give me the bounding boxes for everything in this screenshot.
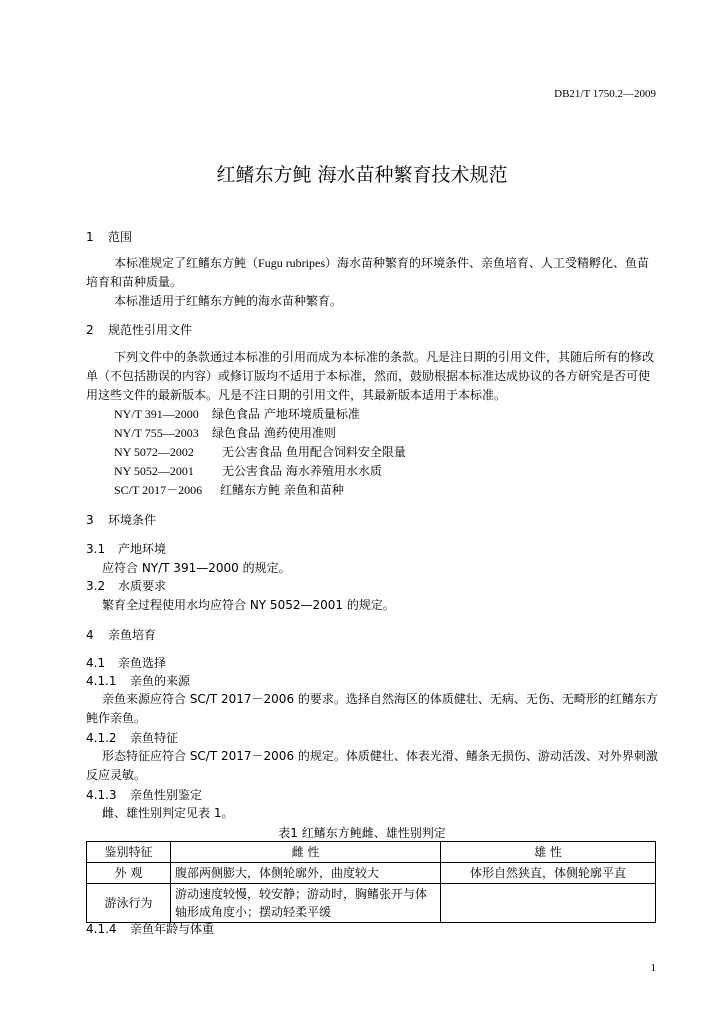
table-cell: 腹部两侧膨大，体侧轮廓外，曲度较大	[171, 863, 441, 884]
subsection-title: 亲鱼的来源	[130, 674, 191, 688]
table-cell: 体形自然狭直，体侧轮廓平直	[441, 863, 656, 884]
section-title: 亲鱼培育	[108, 628, 157, 642]
reference-title: 无公害食品 鱼用配合饲料安全限量	[222, 445, 406, 459]
section-title: 范围	[108, 230, 133, 244]
subsection-number: 4.1.1	[86, 674, 117, 688]
reference-title: 绿色食品 渔药使用准则	[212, 426, 336, 440]
subsection-4-1-1-text: 亲鱼来源应符合 SC/T 2017－2006 的要求。选择自然海区的体质健壮、无病、无伤、无畸形的红鳍东方鲀作亲鱼。	[86, 692, 658, 725]
section-4-heading	[86, 626, 156, 643]
reference-item	[114, 405, 360, 422]
reference-code: SC/T 2017－2006	[114, 483, 203, 497]
subsection-number: 4.1	[86, 656, 106, 670]
subsection-number: 4.1.3	[86, 788, 117, 802]
reference-item	[114, 443, 406, 460]
section-3-heading	[86, 511, 156, 528]
reference-code: NY 5052—2001	[114, 464, 194, 478]
text-run: 本标准规定了红鳍东方鲀（	[114, 256, 259, 270]
table-caption: 表1 红鳍东方鲀雌、雄性别判定	[278, 826, 446, 840]
table-header-cell: 雌 性	[171, 842, 441, 863]
subsection-3-2-text: 繁育全过程使用水均应符合 NY 5052—2001 的规定。	[102, 598, 395, 612]
page-number: 1	[650, 962, 656, 974]
section-title: 规范性引用文件	[108, 323, 193, 337]
subsection-title: 亲鱼选择	[118, 656, 167, 670]
subsection-title: 亲鱼特征	[130, 731, 179, 745]
reference-item	[114, 462, 382, 479]
section-number: 2	[86, 323, 94, 337]
sex-identification-table	[86, 841, 656, 923]
subsection-3-1-heading	[86, 540, 166, 557]
reference-code: NY/T 391—2000	[114, 407, 199, 421]
section-number: 3	[86, 513, 94, 527]
subsection-number: 3.1	[86, 542, 106, 556]
table-header-cell: 鉴别特征	[87, 842, 171, 863]
reference-item	[114, 424, 336, 441]
table-cell	[441, 884, 656, 923]
standard-number: DB21/T 1750.2—2009	[554, 88, 656, 100]
latin-name: Fugu rubripes	[258, 256, 326, 270]
section-2-heading	[86, 321, 192, 338]
subsection-4-1-2-text: 形态特征应符合 SC/T 2017－2006 的规定。体质健壮、体表光滑、鳍条无损伤、游动活泼、对外界刺激反应灵敏。	[86, 749, 658, 782]
section-2-paragraph: 下列文件中的条款通过本标准的引用而成为本标准的条款。凡是注日期的引用文件，其随后所有的修改单（不包括勘误的内容）或修订版均不适用于本标准，然而，鼓励根据本标准达成协议的各方研究是否可使用这些文件的最新版本。凡是不注日期的引用文件，其最新版本适用于本标准。	[86, 350, 655, 402]
section-title: 环境条件	[108, 513, 157, 527]
subsection-number: 3.2	[86, 579, 106, 593]
reference-title: 红鳍东方鲀 亲鱼和苗种	[220, 483, 344, 497]
section-1-heading	[86, 228, 132, 245]
table-header-cell: 雄 性	[441, 842, 656, 863]
reference-title: 绿色食品 产地环境质量标准	[212, 407, 360, 421]
subsection-4-1-1-heading	[86, 672, 190, 689]
subsection-title: 亲鱼性别鉴定	[130, 788, 203, 802]
section-number: 4	[86, 628, 94, 642]
table-row	[87, 863, 656, 884]
table-cell: 外 观	[87, 863, 171, 884]
table-header-row	[87, 842, 656, 863]
section-number: 1	[86, 230, 94, 244]
reference-title: 无公害食品 海水养殖用水水质	[222, 464, 382, 478]
reference-code: NY/T 755—2003	[114, 426, 199, 440]
subsection-3-2-heading	[86, 577, 166, 594]
subsection-4-1-3-text: 雌、雄性别判定见表 1。	[102, 806, 234, 820]
subsection-4-1-2-heading	[86, 729, 178, 746]
subsection-title: 亲鱼年龄与体重	[130, 922, 215, 936]
section-1-paragraph-2: 本标准适用于红鳍东方鲀的海水苗种繁育。	[114, 294, 343, 308]
subsection-4-1-heading	[86, 654, 166, 671]
subsection-title: 水质要求	[118, 579, 167, 593]
subsection-3-1-text: 应符合 NY/T 391—2000 的规定。	[102, 561, 291, 575]
subsection-title: 产地环境	[118, 542, 167, 556]
table-cell: 游泳行为	[87, 884, 171, 923]
table-cell: 游动速度较慢，较安静；游动时，胸鳍张开与体轴形成角度小；摆动轻柔平缓	[171, 884, 441, 923]
reference-code: NY 5072—2002	[114, 445, 194, 459]
subsection-number: 4.1.2	[86, 731, 117, 745]
section-1-paragraph-1	[86, 254, 658, 292]
table-row	[87, 884, 656, 923]
subsection-number: 4.1.4	[86, 922, 117, 936]
subsection-4-1-4-heading	[86, 920, 214, 937]
document-title: 红鳍东方鲀 海水苗种繁育技术规范	[216, 164, 508, 186]
reference-item	[114, 481, 344, 498]
subsection-4-1-3-heading	[86, 786, 202, 803]
text-run: ）海水苗种繁育的环境条件、亲鱼培育、人工受精孵化、鱼苗培育和苗种质量。	[86, 256, 650, 289]
